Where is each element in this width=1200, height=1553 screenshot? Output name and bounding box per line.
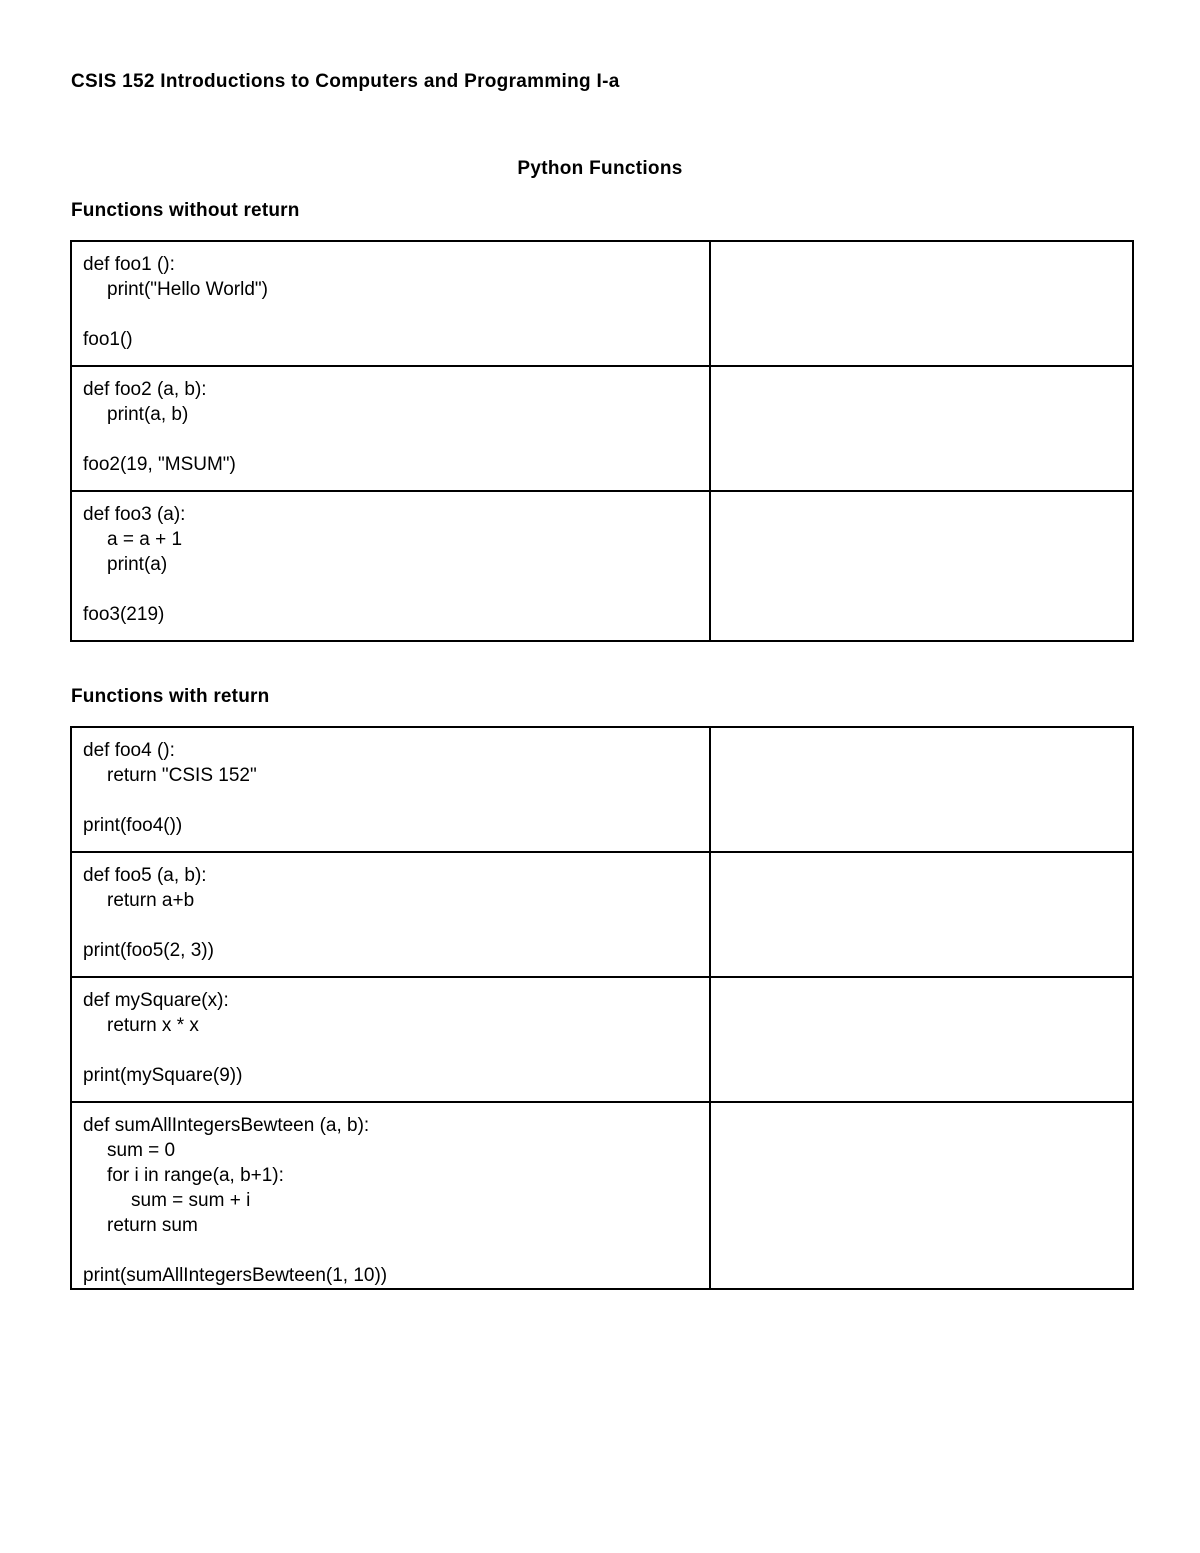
code-cell — [71, 491, 710, 641]
blank-line — [83, 577, 709, 602]
code-line: a = a + 1 — [107, 529, 183, 550]
code-line: print(sumAllIntegersBewteen(1, 10)) — [83, 1265, 388, 1286]
blank-line — [83, 913, 709, 938]
functions-with-return-table — [70, 726, 1134, 1290]
code-line: def foo1 (): — [83, 254, 175, 275]
code-line: def foo2 (a, b): — [83, 379, 207, 400]
answer-cell[interactable] — [710, 366, 1133, 491]
code-line: print(foo4()) — [83, 815, 183, 836]
exercise-row — [71, 852, 1133, 977]
section-heading-without-return: Functions without return — [71, 200, 300, 221]
code-line: foo2(19, "MSUM") — [83, 454, 236, 475]
exercise-row — [71, 366, 1133, 491]
course-title: CSIS 152 Introductions to Computers and Programming I-a — [71, 71, 620, 92]
blank-line — [83, 1238, 709, 1263]
exercise-row — [71, 727, 1133, 852]
blank-line — [83, 427, 709, 452]
blank-line — [83, 788, 709, 813]
code-line: def foo5 (a, b): — [83, 865, 207, 886]
code-line: def sumAllIntegersBewteen (a, b): — [83, 1115, 370, 1136]
answer-cell[interactable] — [710, 727, 1133, 852]
answer-cell[interactable] — [710, 1102, 1133, 1289]
answer-cell[interactable] — [710, 491, 1133, 641]
blank-line — [83, 1038, 709, 1063]
code-cell — [71, 727, 710, 852]
code-line: foo3(219) — [83, 604, 165, 625]
functions-without-return-table — [70, 240, 1134, 642]
code-line: return "CSIS 152" — [107, 765, 257, 786]
code-line: def mySquare(x): — [83, 990, 229, 1011]
document-title: Python Functions — [517, 158, 683, 179]
exercise-row — [71, 491, 1133, 641]
code-line: def foo3 (a): — [83, 504, 186, 525]
code-line: return a+b — [107, 890, 195, 911]
code-line: return x * x — [107, 1015, 199, 1036]
blank-line — [83, 302, 709, 327]
exercise-row — [71, 1102, 1133, 1289]
answer-cell[interactable] — [710, 241, 1133, 366]
code-line: print(foo5(2, 3)) — [83, 940, 214, 961]
answer-cell[interactable] — [710, 977, 1133, 1102]
section-heading-with-return: Functions with return — [71, 686, 270, 707]
code-line: print(a, b) — [107, 404, 189, 425]
code-cell — [71, 366, 710, 491]
code-line: def foo4 (): — [83, 740, 175, 761]
code-line: print(a) — [107, 554, 168, 575]
code-line: for i in range(a, b+1): — [107, 1165, 284, 1186]
code-cell — [71, 852, 710, 977]
code-cell — [71, 977, 710, 1102]
code-line: return sum — [107, 1215, 198, 1236]
code-line: sum = sum + i — [131, 1190, 251, 1211]
answer-cell[interactable] — [710, 852, 1133, 977]
code-line: foo1() — [83, 329, 133, 350]
exercise-row — [71, 241, 1133, 366]
code-cell — [71, 1102, 710, 1289]
code-cell — [71, 241, 710, 366]
code-line: print("Hello World") — [107, 279, 268, 300]
exercise-row — [71, 977, 1133, 1102]
code-line: print(mySquare(9)) — [83, 1065, 243, 1086]
code-line: sum = 0 — [107, 1140, 176, 1161]
